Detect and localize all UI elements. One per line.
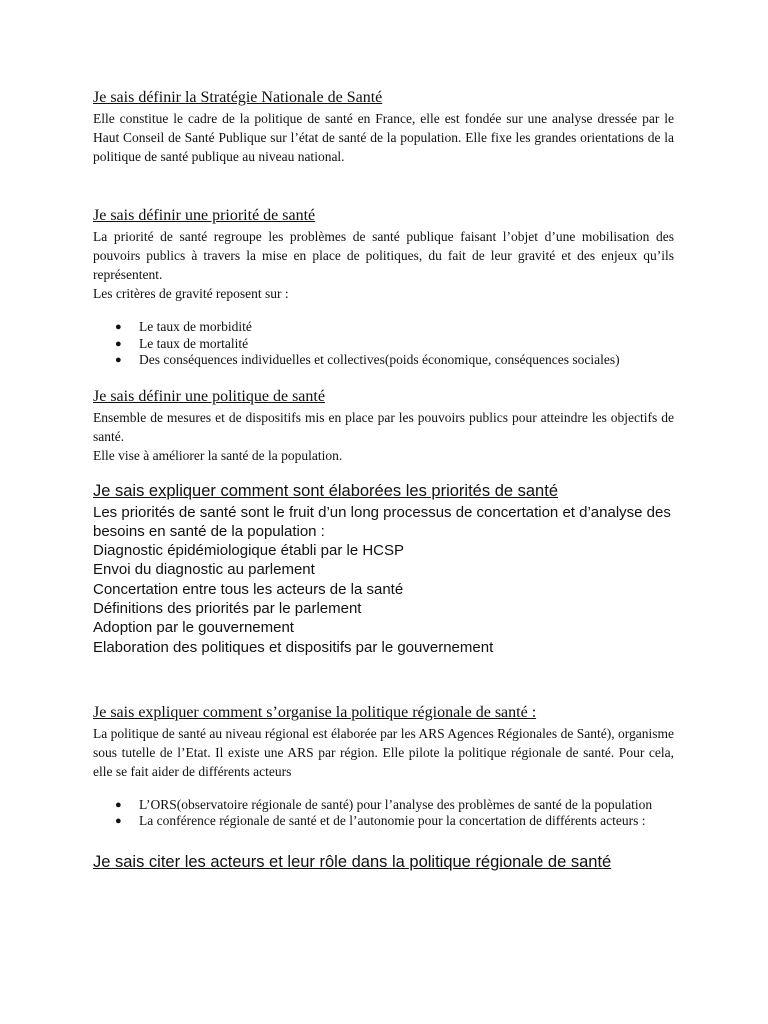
section-politique-sante [93,387,674,465]
section-heading: Je sais expliquer comment sont élaborées les priorités de santé [93,481,558,500]
document-page [93,88,674,874]
paragraph: Elle vise à améliorer la santé de la population. [93,447,343,463]
section-heading: Je sais citer les acteurs et leur rôle dans la politique régionale de santé [93,852,612,871]
section-heading: Je sais définir une politique de santé [93,387,325,405]
paragraph: Elle constitue le cadre de la politique de santé en France, elle est fondée sur une analyse dressée par le Haut Conseil de Santé Publique sur l’état de santé de la population. Elle fixe les grandes orientations de la politique de santé publique au niveau national. [93,111,674,164]
section-elaboration-priorites [93,481,674,657]
section-strategie-nationale [93,88,674,166]
bullet-list [93,797,674,830]
list-item: ● La conférence régionale de santé et de l’autonomie pour la concertation de différents acteurs : [93,813,674,830]
list-line: Elaboration des politiques et dispositifs par le gouvernement [93,638,494,656]
paragraph: La politique de santé au niveau régional est élaborée par les ARS Agences Régionales de Santé), organisme sous tutelle de l’Etat. Il existe une ARS par région. Elle pilote la politique régionale de santé. Pour cela, elle se fait aider de différents acteurs [93,725,674,779]
list-item: ● Le taux de mortalité [93,336,674,353]
section-heading: Je sais expliquer comment s’organise la politique régionale de santé : [93,703,537,721]
list-item: ● Des conséquences individuelles et collectives(poids économique, conséquences sociales) [93,352,674,369]
section-acteurs-regionaux [93,852,674,872]
list-line: Diagnostic épidémiologique établi par le HCSP [93,542,405,560]
list-item: ● L’ORS(observatoire régionale de santé) pour l’analyse des problèmes de santé de la population [93,797,674,814]
paragraph: La priorité de santé regroupe les problèmes de santé publique faisant l’objet d’une mobilisation des pouvoirs publics à travers la mise en place de politiques, du fait de leur gravité et des enjeux qu’ils représentent. [93,229,674,282]
list-line: Envoi du diagnostic au parlement [93,561,315,579]
list-item: ● Le taux de morbidité [93,319,674,336]
section-politique-regionale [93,703,674,830]
list-line: Définitions des priorités par le parlement [93,599,362,617]
list-line: Concertation entre tous les acteurs de la santé [93,580,404,598]
list-line: Adoption par le gouvernement [93,619,294,637]
paragraph: Les priorités de santé sont le fruit d’un long processus de concertation et d’analyse des besoins en santé de la population : [93,503,671,540]
paragraph: Ensemble de mesures et de dispositifs mis en place par les pouvoirs publics pour atteindre les objectifs de santé. [93,409,674,444]
section-heading: Je sais définir la Stratégie Nationale de Santé [93,89,383,106]
section-priorite-sante [93,206,674,369]
paragraph: Les critères de gravité reposent sur : [93,286,289,301]
bullet-list [93,319,674,369]
section-heading: Je sais définir une priorité de santé [93,207,316,224]
